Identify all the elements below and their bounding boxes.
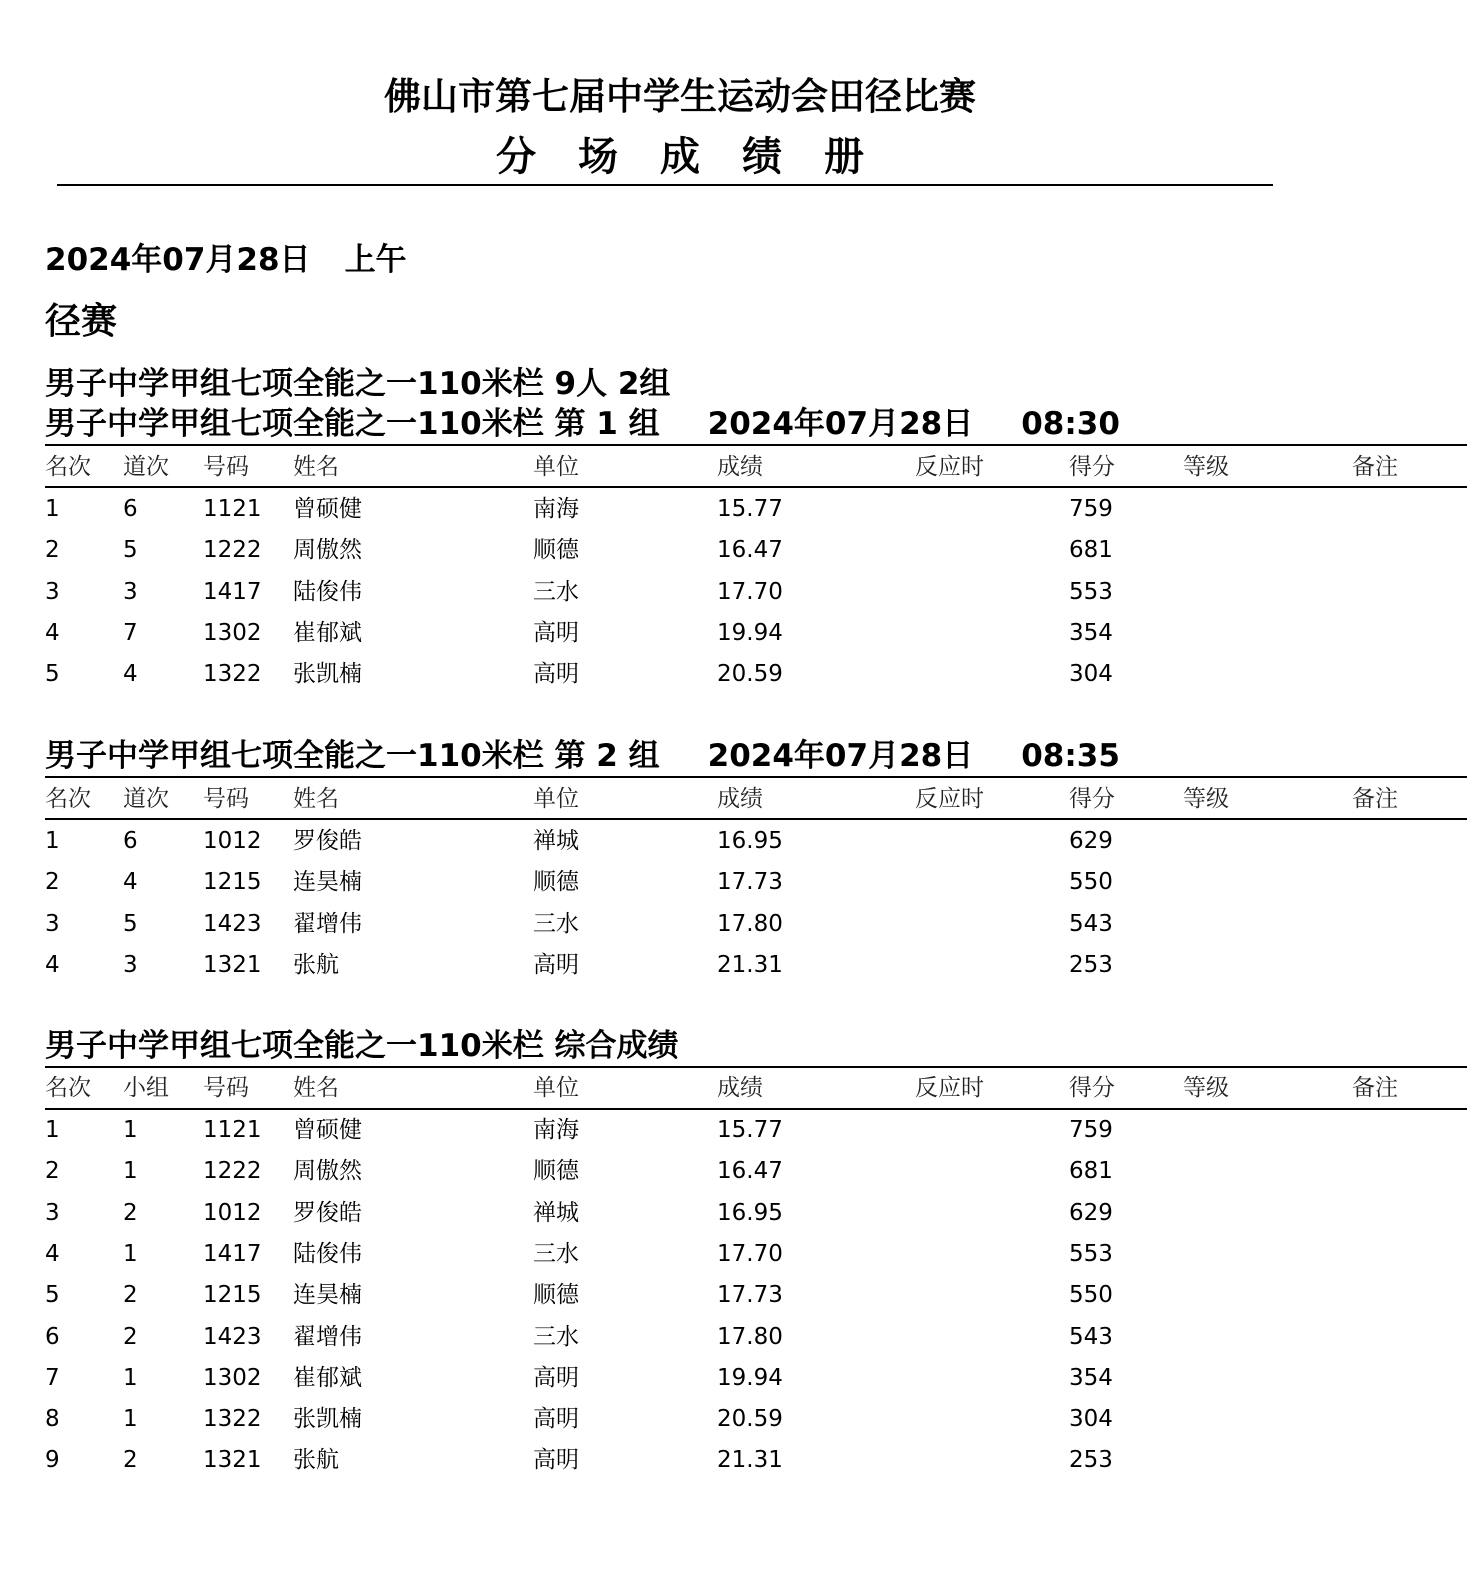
cell-bib: 1417	[203, 1240, 262, 1267]
cell-unit: 三水	[533, 1240, 579, 1267]
cell-unit: 南海	[533, 1117, 579, 1143]
column-header-bib: 号码	[203, 1075, 249, 1101]
column-header-reaction: 反应时	[915, 1075, 984, 1101]
cell-bib: 1321	[203, 951, 262, 978]
cell-result: 21.31	[717, 1447, 783, 1474]
cell-points: 354	[1069, 1364, 1113, 1391]
column-header-lane: 道次	[123, 454, 169, 480]
group-title: 男子中学甲组七项全能之一110米栏 综合成绩	[45, 1028, 679, 1064]
cell-points: 543	[1069, 1323, 1113, 1350]
cell-result: 16.47	[717, 1158, 783, 1185]
cell-unit: 高明	[533, 951, 579, 978]
cell-rank: 3	[45, 1199, 60, 1226]
cell-name: 崔郁斌	[293, 1364, 362, 1391]
table-header-rule	[45, 818, 1467, 820]
cell-rank: 4	[45, 1240, 60, 1267]
cell-bib: 1012	[203, 828, 262, 854]
cell-result: 17.80	[717, 1323, 783, 1350]
cell-name: 罗俊皓	[293, 828, 362, 854]
cell-result: 16.47	[717, 537, 783, 564]
cell-name: 罗俊皓	[293, 1199, 362, 1226]
cell-rank: 4	[45, 951, 60, 978]
cell-lane: 1	[123, 1364, 138, 1391]
cell-bib: 1222	[203, 537, 262, 564]
session-date: 2024年07月28日	[45, 242, 311, 278]
cell-unit: 顺德	[533, 1282, 579, 1309]
cell-rank: 3	[45, 578, 60, 605]
cell-points: 629	[1069, 828, 1113, 854]
cell-name: 曾硕健	[293, 496, 362, 522]
cell-unit: 顺德	[533, 1158, 579, 1185]
cell-lane: 6	[123, 496, 138, 522]
cell-bib: 1423	[203, 910, 262, 937]
cell-lane: 2	[123, 1199, 138, 1226]
column-header-note: 备注	[1352, 1075, 1398, 1101]
cell-result: 17.80	[717, 910, 783, 937]
cell-name: 曾硕健	[293, 1117, 362, 1143]
cell-unit: 高明	[533, 661, 579, 688]
cell-name: 周傲然	[293, 1158, 362, 1185]
session-period: 上午	[344, 242, 407, 278]
session-date-line	[45, 240, 407, 280]
cell-lane: 5	[123, 910, 138, 937]
cell-rank: 9	[45, 1447, 60, 1474]
cell-points: 553	[1069, 1240, 1113, 1267]
cell-name: 崔郁斌	[293, 619, 362, 646]
column-header-lane: 道次	[123, 786, 169, 812]
cell-lane: 4	[123, 661, 138, 688]
group-title: 男子中学甲组七项全能之一110米栏 第 1 组	[45, 406, 660, 442]
table-top-rule	[45, 776, 1467, 778]
cell-unit: 禅城	[533, 1199, 579, 1226]
column-header-rank: 名次	[45, 454, 91, 480]
section-label: 径赛	[45, 301, 118, 342]
cell-result: 17.73	[717, 1282, 783, 1309]
cell-lane: 6	[123, 828, 138, 854]
cell-name: 陆俊伟	[293, 1240, 362, 1267]
group-heading	[45, 1027, 679, 1065]
cell-unit: 高明	[533, 1364, 579, 1391]
table-top-rule	[45, 1066, 1467, 1068]
column-header-result: 成绩	[717, 454, 763, 480]
cell-name: 翟增伟	[293, 1323, 362, 1350]
cell-rank: 1	[45, 828, 60, 854]
cell-name: 张凯楠	[293, 661, 362, 688]
cell-lane: 3	[123, 951, 138, 978]
column-header-result: 成绩	[717, 786, 763, 812]
cell-bib: 1215	[203, 1282, 262, 1309]
table-header-rule	[45, 1108, 1467, 1110]
cell-lane: 4	[123, 869, 138, 896]
cell-points: 553	[1069, 578, 1113, 605]
cell-rank: 2	[45, 1158, 60, 1185]
title-divider	[57, 184, 1273, 186]
cell-lane: 5	[123, 537, 138, 564]
cell-rank: 2	[45, 869, 60, 896]
cell-rank: 8	[45, 1406, 60, 1433]
cell-name: 连昊楠	[293, 869, 362, 896]
cell-rank: 1	[45, 496, 60, 522]
group-time: 08:30	[1021, 406, 1120, 442]
cell-unit: 顺德	[533, 869, 579, 896]
column-header-note: 备注	[1352, 786, 1398, 812]
cell-bib: 1302	[203, 619, 262, 646]
group-title: 男子中学甲组七项全能之一110米栏 第 2 组	[45, 738, 660, 774]
cell-bib: 1215	[203, 869, 262, 896]
column-header-name: 姓名	[293, 786, 339, 812]
cell-points: 759	[1069, 496, 1113, 522]
column-header-grade: 等级	[1183, 1075, 1229, 1101]
cell-result: 17.70	[717, 1240, 783, 1267]
cell-rank: 2	[45, 537, 60, 564]
column-header-result: 成绩	[717, 1075, 763, 1101]
cell-result: 20.59	[717, 661, 783, 688]
cell-bib: 1121	[203, 1117, 262, 1143]
cell-result: 21.31	[717, 951, 783, 978]
cell-lane: 1	[123, 1406, 138, 1433]
cell-lane: 7	[123, 619, 138, 646]
table-top-rule	[45, 444, 1467, 446]
cell-unit: 南海	[533, 496, 579, 522]
cell-unit: 三水	[533, 910, 579, 937]
cell-lane: 1	[123, 1240, 138, 1267]
column-header-points: 得分	[1069, 786, 1115, 812]
cell-lane: 1	[123, 1158, 138, 1185]
cell-name: 张凯楠	[293, 1406, 362, 1433]
cell-unit: 高明	[533, 619, 579, 646]
column-header-unit: 单位	[533, 454, 579, 480]
cell-name: 周傲然	[293, 537, 362, 564]
group-heading	[45, 737, 1120, 775]
column-header-bib: 号码	[203, 786, 249, 812]
cell-points: 550	[1069, 869, 1113, 896]
group-time: 08:35	[1021, 738, 1120, 774]
cell-unit: 三水	[533, 1323, 579, 1350]
cell-result: 17.73	[717, 869, 783, 896]
cell-name: 翟增伟	[293, 910, 362, 937]
document-title: 佛山市第七届中学生运动会田径比赛	[384, 75, 976, 118]
cell-name: 张航	[293, 951, 339, 978]
column-header-name: 姓名	[293, 1075, 339, 1101]
cell-rank: 6	[45, 1323, 60, 1350]
column-header-reaction: 反应时	[915, 786, 984, 812]
cell-result: 20.59	[717, 1406, 783, 1433]
cell-name: 陆俊伟	[293, 578, 362, 605]
cell-result: 17.70	[717, 578, 783, 605]
group-date: 2024年07月28日	[707, 406, 974, 442]
cell-name: 连昊楠	[293, 1282, 362, 1309]
column-header-reaction: 反应时	[915, 454, 984, 480]
cell-points: 759	[1069, 1117, 1113, 1143]
cell-unit: 禅城	[533, 828, 579, 854]
cell-rank: 7	[45, 1364, 60, 1391]
cell-result: 16.95	[717, 1199, 783, 1226]
cell-unit: 高明	[533, 1447, 579, 1474]
cell-rank: 4	[45, 619, 60, 646]
cell-points: 629	[1069, 1199, 1113, 1226]
cell-result: 15.77	[717, 496, 783, 522]
cell-points: 550	[1069, 1282, 1113, 1309]
cell-name: 张航	[293, 1447, 339, 1474]
cell-bib: 1302	[203, 1364, 262, 1391]
group-date: 2024年07月28日	[707, 738, 974, 774]
cell-lane: 2	[123, 1323, 138, 1350]
column-header-rank: 名次	[45, 786, 91, 812]
column-header-grade: 等级	[1183, 454, 1229, 480]
column-header-name: 姓名	[293, 454, 339, 480]
document-subtitle: 分场成绩册	[496, 134, 906, 180]
cell-points: 543	[1069, 910, 1113, 937]
cell-bib: 1322	[203, 1406, 262, 1433]
column-header-note: 备注	[1352, 454, 1398, 480]
cell-points: 681	[1069, 1158, 1113, 1185]
cell-rank: 3	[45, 910, 60, 937]
column-header-lane: 小组	[123, 1075, 169, 1101]
table-header-rule	[45, 486, 1467, 488]
cell-lane: 1	[123, 1117, 138, 1143]
cell-unit: 高明	[533, 1406, 579, 1433]
column-header-points: 得分	[1069, 454, 1115, 480]
cell-bib: 1012	[203, 1199, 262, 1226]
column-header-bib: 号码	[203, 454, 249, 480]
cell-result: 15.77	[717, 1117, 783, 1143]
cell-points: 354	[1069, 619, 1113, 646]
cell-points: 681	[1069, 537, 1113, 564]
cell-lane: 2	[123, 1447, 138, 1474]
cell-rank: 5	[45, 661, 60, 688]
cell-bib: 1417	[203, 578, 262, 605]
cell-unit: 顺德	[533, 537, 579, 564]
cell-result: 19.94	[717, 1364, 783, 1391]
cell-result: 16.95	[717, 828, 783, 854]
cell-result: 19.94	[717, 619, 783, 646]
column-header-grade: 等级	[1183, 786, 1229, 812]
cell-unit: 三水	[533, 578, 579, 605]
event-title: 男子中学甲组七项全能之一110米栏 9人 2组	[45, 366, 671, 402]
column-header-unit: 单位	[533, 1075, 579, 1101]
cell-bib: 1423	[203, 1323, 262, 1350]
column-header-points: 得分	[1069, 1075, 1115, 1101]
cell-bib: 1222	[203, 1158, 262, 1185]
cell-bib: 1322	[203, 661, 262, 688]
cell-bib: 1321	[203, 1447, 262, 1474]
cell-points: 304	[1069, 661, 1113, 688]
cell-bib: 1121	[203, 496, 262, 522]
cell-rank: 5	[45, 1282, 60, 1309]
cell-points: 304	[1069, 1406, 1113, 1433]
column-header-unit: 单位	[533, 786, 579, 812]
cell-lane: 2	[123, 1282, 138, 1309]
cell-lane: 3	[123, 578, 138, 605]
group-heading	[45, 405, 1120, 443]
column-header-rank: 名次	[45, 1075, 91, 1101]
cell-points: 253	[1069, 951, 1113, 978]
cell-rank: 1	[45, 1117, 60, 1143]
cell-points: 253	[1069, 1447, 1113, 1474]
